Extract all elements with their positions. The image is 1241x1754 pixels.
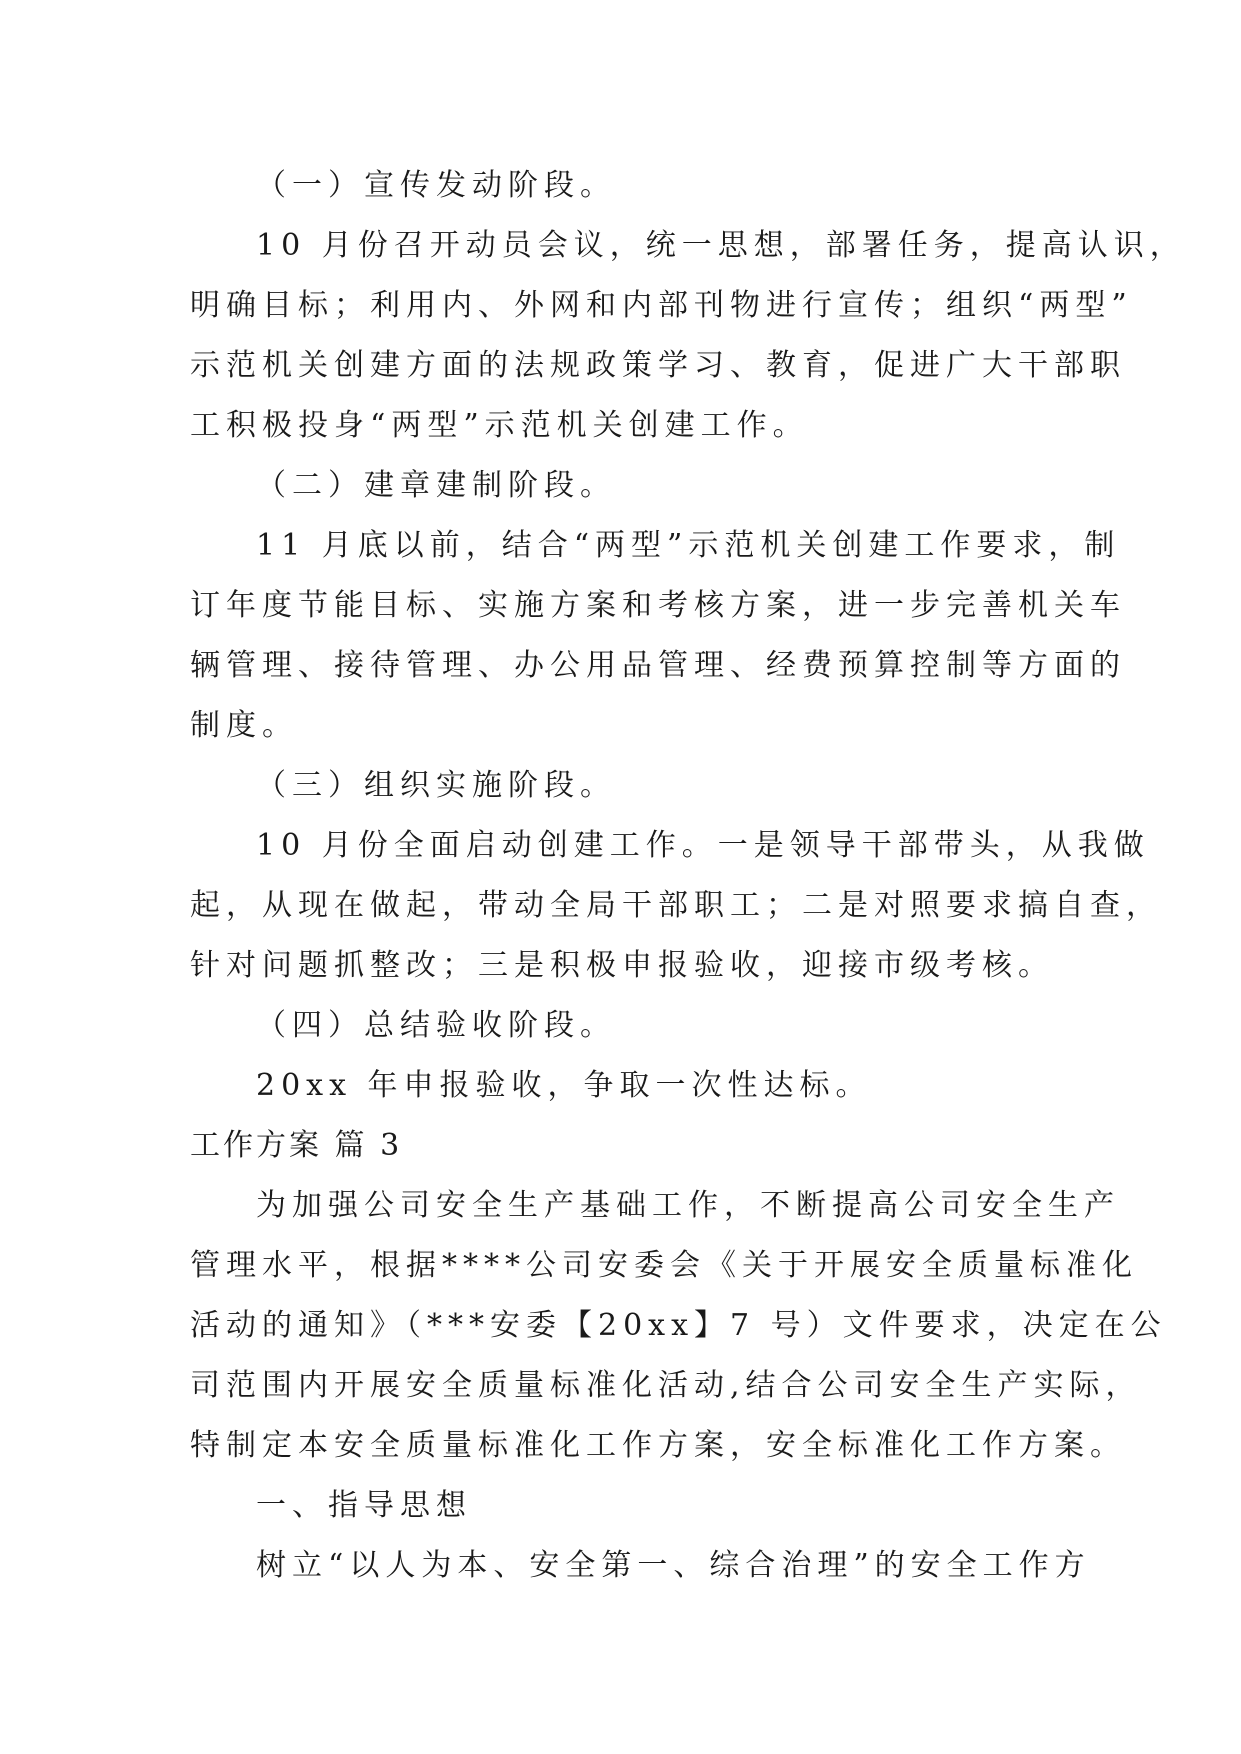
paragraph-line: 起，从现在做起，带动全局干部职工；二是对照要求搞自查， xyxy=(190,888,1162,923)
paragraph-line: 司范围内开展安全质量标准化活动,结合公司安全生产实际， xyxy=(190,1368,1142,1403)
paragraph-line: 订年度节能目标、实施方案和考核方案，进一步完善机关车 xyxy=(190,588,1126,623)
section-heading-guiding: 一、指导思想 xyxy=(256,1488,472,1523)
paragraph-line: 针对问题抓整改；三是积极申报验收，迎接市级考核。 xyxy=(190,948,1054,983)
document-section-title: 工作方案 篇 3 xyxy=(190,1128,403,1163)
paragraph-line: 示范机关创建方面的法规政策学习、教育，促进广大干部职 xyxy=(190,348,1126,383)
paragraph-line: 工积极投身“两型”示范机关创建工作。 xyxy=(190,408,809,443)
paragraph-line: 明确目标；利用内、外网和内部刊物进行宣传；组织“两型” xyxy=(190,288,1133,323)
section-heading-1: （一）宣传发动阶段。 xyxy=(256,168,616,203)
paragraph-line: 管理水平，根据****公司安委会《关于开展安全质量标准化 xyxy=(190,1248,1138,1283)
paragraph-line: 11 月底以前，结合“两型”示范机关创建工作要求，制 xyxy=(256,528,1121,563)
paragraph-line: 10 月份召开动员会议，统一思想，部署任务，提高认识， xyxy=(256,228,1186,263)
paragraph-line: 活动的通知》（***安委【20xx】7 号）文件要求，决定在公 xyxy=(190,1308,1167,1343)
section-heading-2: （二）建章建制阶段。 xyxy=(256,468,616,503)
paragraph-line: 10 月份全面启动创建工作。一是领导干部带头，从我做 xyxy=(256,828,1150,863)
paragraph-line: 树立“以人为本、安全第一、综合治理”的安全工作方 xyxy=(256,1548,1091,1583)
section-heading-4: （四）总结验收阶段。 xyxy=(256,1008,616,1043)
paragraph-line: 20xx 年申报验收，争取一次性达标。 xyxy=(256,1068,872,1103)
paragraph-line: 辆管理、接待管理、办公用品管理、经费预算控制等方面的 xyxy=(190,648,1126,683)
paragraph-line: 为加强公司安全生产基础工作，不断提高公司安全生产 xyxy=(256,1188,1120,1223)
section-heading-3: （三）组织实施阶段。 xyxy=(256,768,616,803)
paragraph-line: 制度。 xyxy=(190,708,298,743)
paragraph-line: 特制定本安全质量标准化工作方案，安全标准化工作方案。 xyxy=(190,1428,1126,1463)
